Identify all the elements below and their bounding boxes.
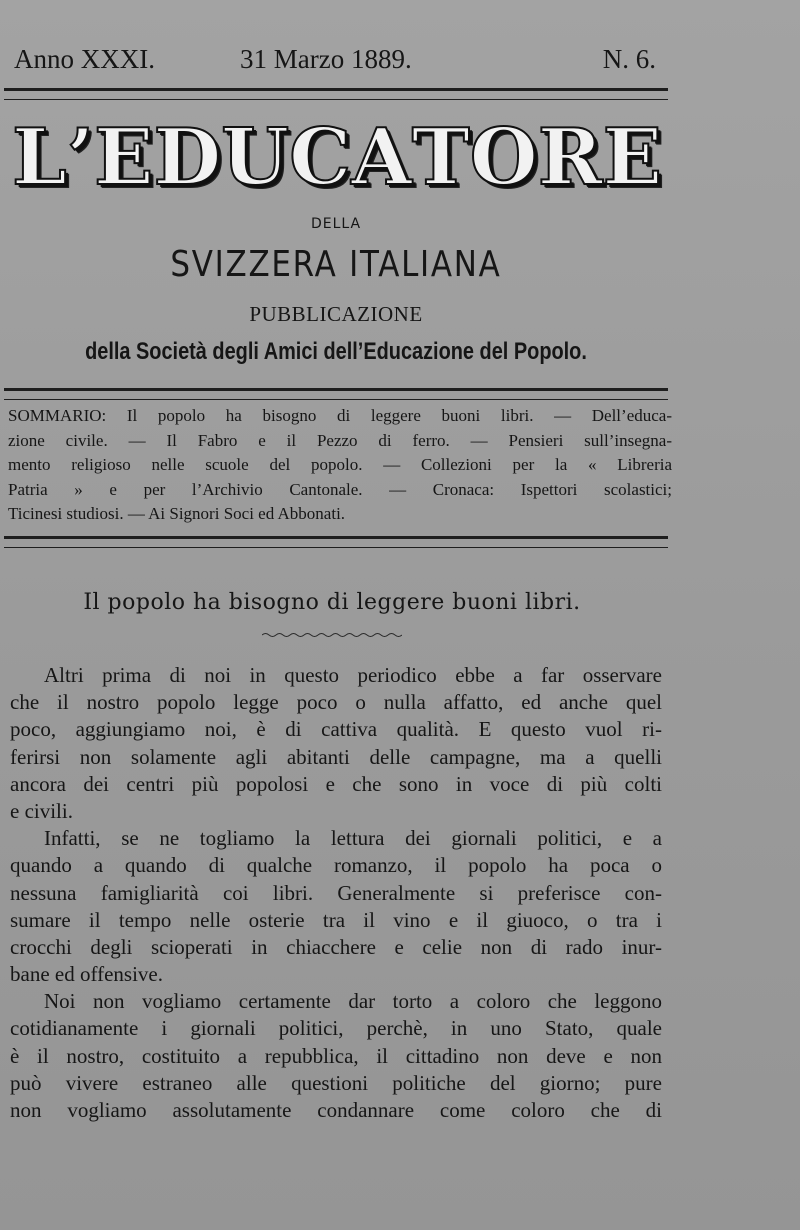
body-line: nessuna famigliarità coi libri. Generalmente si preferisce con- <box>10 880 662 905</box>
title-letter: C <box>289 112 352 203</box>
masthead-publication: PUBBLICAZIONE <box>249 302 423 326</box>
title-letter: L <box>12 112 67 203</box>
body-line: non vogliamo assolutamente condannare come coloro che di <box>10 1098 662 1122</box>
title-letter: D <box>153 112 222 203</box>
body-line: Infatti, se ne togliamo la lettura dei giornali politici, e a <box>44 826 662 851</box>
title-letter: T <box>411 112 470 203</box>
title-letter: U <box>221 112 290 203</box>
sommario-line: mento religioso nelle scuole del popolo. — Collezioni per la « Libreria <box>8 455 672 474</box>
title-letter: E <box>94 112 154 203</box>
sommario-line: Patria » e per l’Archivio Cantonale. — Cronaca: Ispettori scolastici; <box>8 479 672 499</box>
masthead-society: della Società degli Amici dell’Educazione del Popolo. <box>85 338 587 365</box>
sommario-block <box>8 404 672 527</box>
sommario-line: Ticinesi studiosi. — Ai Signori Soci ed Abbonati. <box>8 504 346 523</box>
body-line: crocchi degli scioperati in chiacchere e celie non di rado inur- <box>10 934 662 959</box>
issue-header <box>14 44 656 78</box>
body-line: ancora dei centri più popolosi e che sono in voce di più colti <box>10 771 662 796</box>
article-body <box>10 662 662 1124</box>
body-line: ferirsi non solamente agli abitanti delle campagne, ma a quelli <box>10 744 662 769</box>
body-line: quando a quando di qualche romanzo, il popolo ha poca o <box>10 853 662 878</box>
body-line: può vivere estraneo alle questioni politiche del giorno; pure <box>10 1070 662 1095</box>
title-letter: R <box>537 112 603 203</box>
body-line: Noi non vogliamo certamente dar torto a coloro che leggono <box>44 989 662 1014</box>
sommario-line: zione civile. — Il Fabro e il Pezzo di ferro. — Pensieri sull’insegna- <box>8 430 672 450</box>
sommario-bottom-rule <box>4 536 668 548</box>
title-letter: E <box>602 112 663 203</box>
title-letter: ’ <box>66 112 94 203</box>
body-line: bane ed offensive. <box>10 962 163 987</box>
masthead-della: DELLA <box>310 216 362 232</box>
masthead-title <box>12 112 663 203</box>
sommario-line: SOMMARIO: Il popolo ha bisogno di leggere buoni libri. — Dell’educa- <box>8 406 672 425</box>
issue-date: 31 Marzo 1889. <box>240 44 412 74</box>
article-title: Il popolo ha bisogno di leggere buoni libri. <box>83 590 581 615</box>
body-line: che il nostro popolo legge poco o nulla affatto, ed anche quel <box>10 690 662 715</box>
body-line: è il nostro, costituito a repubblica, il cittadino non deve e non <box>10 1043 662 1068</box>
body-line: cotidianamente i giornali politici, perchè, in uno Stato, quale <box>10 1016 662 1041</box>
title-ornament <box>262 632 402 638</box>
masthead-subtitle: SVIZZERA ITALIANA <box>170 244 502 285</box>
sommario-top-rule <box>4 388 668 400</box>
body-line: e civili. <box>10 798 73 823</box>
title-letter: O <box>469 112 538 203</box>
title-letter: A <box>351 112 412 203</box>
body-line: poco, aggiungiamo noi, è di cattiva qualità. E questo vuol ri- <box>10 717 662 742</box>
header-rule <box>4 88 668 100</box>
issue-year: Anno XXXI. <box>14 44 155 74</box>
issue-number: N. 6. <box>602 44 656 74</box>
body-line: sumare il tempo nelle osterie tra il vino e il giuoco, o tra i <box>10 907 662 932</box>
body-line: Altri prima di noi in questo periodico ebbe a far osservare <box>44 663 662 687</box>
